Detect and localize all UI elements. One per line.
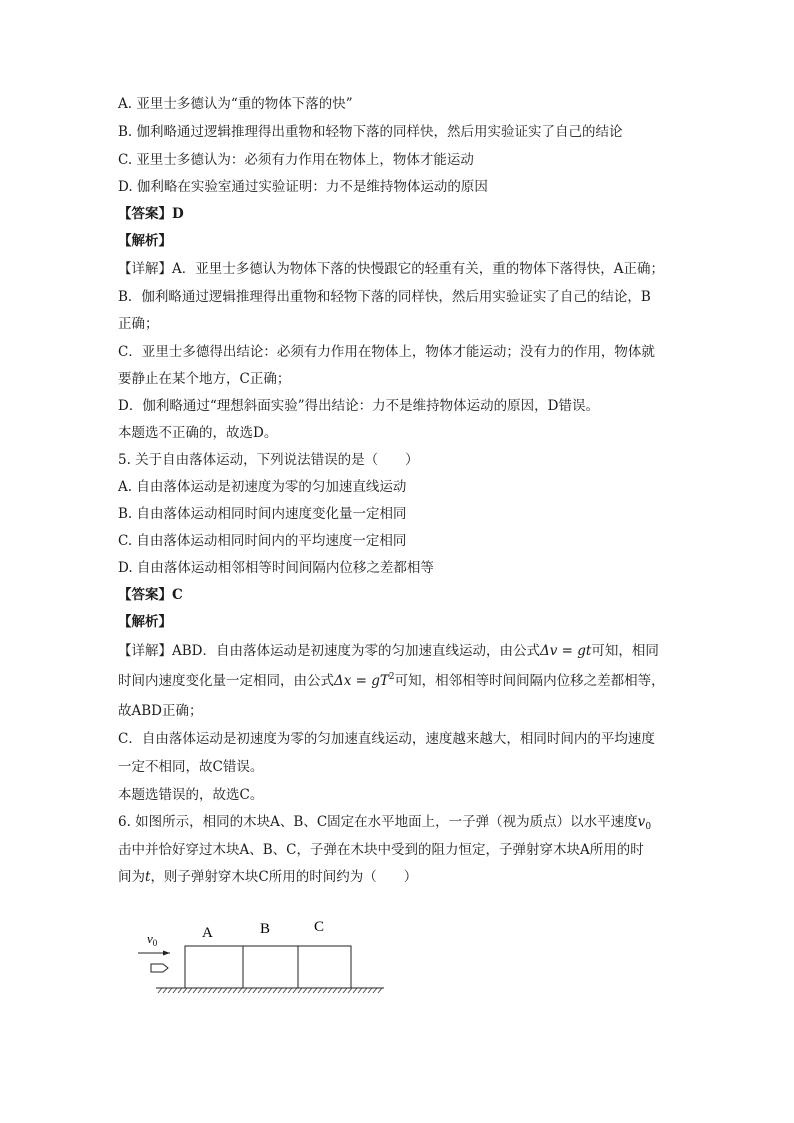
ground-hatch-mark: [343, 988, 347, 993]
q5-option-b: B. 自由落体运动相同时间内速度变化量一定相同: [118, 506, 407, 522]
ground-hatch-mark: [233, 988, 237, 993]
ground-hatch-mark: [268, 988, 272, 993]
bullet-shape: [151, 964, 168, 972]
ground-hatch-mark: [208, 988, 212, 993]
ground-hatch-mark: [248, 988, 252, 993]
q4-analysis-label: 【解析】: [118, 233, 172, 249]
q5-detail-1-text-b: 可知，相同: [591, 643, 659, 659]
q5-option-a: A. 自由落体运动是初速度为零的匀加速直线运动: [118, 479, 407, 495]
ground-hatch-mark: [173, 988, 177, 993]
q5-formula-delta-v: Δv = gt: [540, 643, 592, 659]
ground-hatch-mark: [158, 988, 162, 993]
q4-option-d: D. 伽利略在实验室通过实验证明：力不是维持物体运动的原因: [118, 179, 488, 195]
q5-detail-line-4: C．自由落体运动是初速度为零的匀加速直线运动，速度越来越大，相同时间内的平均速度: [118, 731, 655, 747]
q5-stem: 5. 关于自由落体运动，下列说法错误的是（ ）: [118, 452, 419, 468]
q4-detail-line-4: C．亚里士多德得出结论：必须有力作用在物体上，物体才能运动；没有力的作用，物体就: [118, 344, 655, 360]
q5-detail-2-text-a: 时间内速度变化量一定相同，由公式: [118, 673, 334, 689]
ground-hatch-mark: [178, 988, 182, 993]
q6-stem-3-text-b: ，则子弹射穿木块C所用的时间约为（ ）: [150, 869, 418, 885]
q6-var-t: t: [145, 869, 151, 885]
block-c: [298, 946, 351, 988]
q4-detail-line-6: D．伽利略通过“理想斜面实验”得出结论：力不是维持物体运动的原因，D错误。: [118, 398, 599, 414]
block-label-a: A: [202, 925, 213, 941]
ground-surface: [156, 988, 384, 993]
blocks-diagram: [130, 912, 400, 1004]
ground-hatch-mark: [273, 988, 277, 993]
ground-hatch-mark: [238, 988, 242, 993]
ground-hatch-mark: [163, 988, 167, 993]
ground-hatch-mark: [183, 988, 187, 993]
q5-answer: 【答案】C: [118, 587, 183, 603]
ground-hatch-mark: [323, 988, 327, 993]
q6-var-v: v: [637, 814, 646, 830]
ground-hatch-mark: [223, 988, 227, 993]
q4-detail-line-1: 【详解】A．亚里士多德认为物体下落的快慢跟它的轻重有关，重的物体下落得快，A正确；: [118, 261, 664, 277]
ground-hatch-mark: [283, 988, 287, 993]
ground-hatch-mark: [298, 988, 302, 993]
ground-hatch-mark: [168, 988, 172, 993]
velocity-arrow: [138, 951, 170, 956]
q4-detail-line-5: 要静止在某个地方，C正确；: [118, 371, 291, 387]
q4-conclusion: 本题选不正确的，故选D。: [118, 425, 278, 441]
ground-hatch-mark: [193, 988, 197, 993]
velocity-sub: 0: [152, 938, 158, 948]
q6-stem-1-text: 6. 如图所示，相同的木块A、B、C固定在水平地面上，一子弹（视为质点）以水平速度: [118, 814, 638, 830]
velocity-label: [147, 931, 158, 948]
q4-answer: 【答案】D: [118, 206, 184, 222]
ground-hatch-mark: [368, 988, 372, 993]
ground-hatch-mark: [218, 988, 222, 993]
ground-hatch-mark: [348, 988, 352, 993]
ground-hatch-mark: [213, 988, 217, 993]
q4-option-a: A. 亚里士多德认为“重的物体下落的快”: [118, 96, 353, 112]
q5-formula-exponent: 2: [388, 672, 395, 682]
ground-hatch-mark: [353, 988, 357, 993]
ground-hatch-mark: [373, 988, 377, 993]
q6-stem-line-2: 击中并恰好穿过木块A、B、C，子弹在木块中受到的阻力恒定，子弹射穿木块A所用的时: [118, 842, 644, 858]
velocity-var: v: [147, 931, 153, 946]
q6-var-v-sub: 0: [645, 822, 652, 832]
q6-stem-line-1: [118, 812, 651, 832]
ground-hatch-mark: [363, 988, 367, 993]
q5-option-c: C. 自由落体运动相同时间内的平均速度一定相同: [118, 533, 407, 549]
block-label-b: B: [260, 921, 271, 937]
ground-hatch-mark: [288, 988, 292, 993]
q4-detail-line-3: 正确；: [118, 316, 159, 332]
block-label-c: C: [314, 919, 325, 935]
ground-hatch-mark: [303, 988, 307, 993]
q4-detail-line-2: B．伽利略通过逻辑推理得出重物和轻物下落的同样快，然后用实验证实了自己的结论，B: [118, 289, 651, 305]
ground-hatch-mark: [188, 988, 192, 993]
block-a: [185, 946, 243, 988]
q5-option-d: D. 自由落体运动相邻相等时间间隔内位移之差都相等: [118, 560, 434, 576]
q6-stem-3-text-a: 间为: [118, 869, 145, 885]
q5-detail-1-text-a: 【详解】ABD．自由落体运动是初速度为零的匀加速直线运动，由公式: [118, 643, 540, 659]
q4-option-b: B. 伽利略通过逻辑推理得出重物和轻物下落的同样快，然后用实验证实了自己的结论: [118, 124, 623, 140]
ground-hatch-mark: [328, 988, 332, 993]
ground-hatch-mark: [308, 988, 312, 993]
q5-detail-line-3: 故ABD正确；: [118, 703, 203, 719]
ground-hatch-mark: [243, 988, 247, 993]
ground-hatch-mark: [313, 988, 317, 993]
ground-hatch-mark: [338, 988, 342, 993]
q5-detail-2-text-b: 可知，相邻相等时间间隔内位移之差都相等，: [394, 673, 665, 689]
q5-detail-line-2: [118, 671, 665, 691]
ground-hatch-mark: [253, 988, 257, 993]
q5-detail-line-5: 一定不相同，故C错误。: [118, 759, 264, 775]
ground-hatch-mark: [198, 988, 202, 993]
block-b: [243, 946, 298, 988]
ground-hatch-mark: [333, 988, 337, 993]
ground-hatch-mark: [203, 988, 207, 993]
ground-hatch-mark: [263, 988, 267, 993]
ground-hatch-mark: [293, 988, 297, 993]
ground-hatch-mark: [378, 988, 382, 993]
q5-analysis-label: 【解析】: [118, 614, 172, 630]
ground-hatch-mark: [258, 988, 262, 993]
q5-detail-line-1: [118, 641, 659, 661]
ground-hatch-mark: [228, 988, 232, 993]
q5-conclusion: 本题选错误的，故选C。: [118, 787, 264, 803]
q6-stem-line-3: [118, 867, 417, 887]
q5-formula-delta-x: Δx = gT: [334, 673, 389, 689]
ground-hatch-mark: [358, 988, 362, 993]
ground-hatch-mark: [318, 988, 322, 993]
ground-hatch-mark: [278, 988, 282, 993]
q4-option-c: C. 亚里士多德认为：必须有力作用在物体上，物体才能运动: [118, 152, 474, 168]
